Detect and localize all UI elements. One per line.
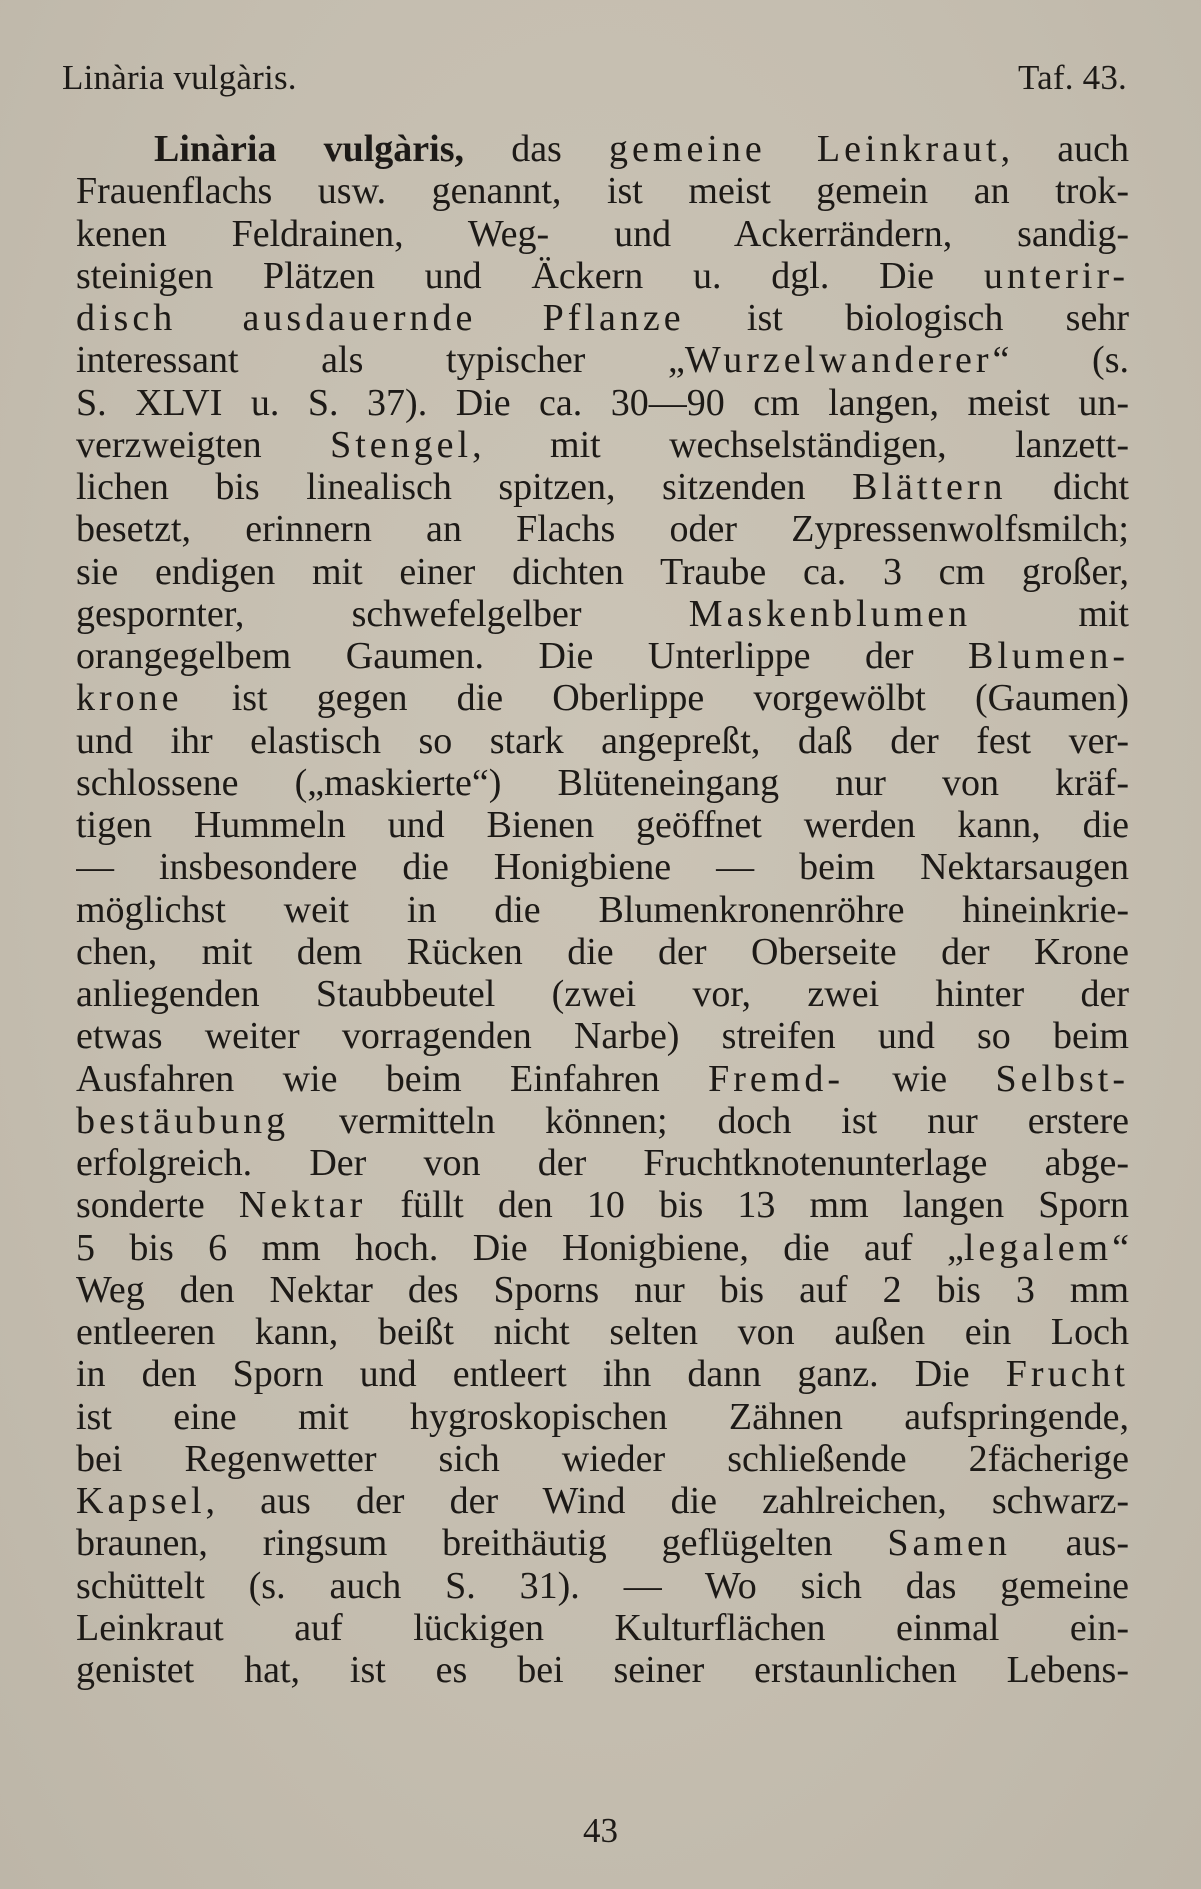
text-line: möglichst weit in die Blumenkronenröhre hineinkrie-	[76, 888, 1129, 931]
body-text	[76, 128, 1129, 1691]
text-line: 5 bis 6 mm hoch. Die Honigbiene, die auf „legalem“	[76, 1226, 1129, 1269]
text-line: kenen Feldrainen, Weg- und Ackerrändern, sandig-	[76, 212, 1129, 255]
text-line: Ausfahren wie beim Einfahren Fremd- wie Selbst-	[76, 1057, 1129, 1100]
text-line: S. XLVI u. S. 37). Die ca. 30—90 cm langen, meist un-	[76, 381, 1129, 424]
running-head-title: Linària vulgàris.	[62, 58, 297, 97]
text-line: schüttelt (s. auch S. 31). — Wo sich das gemeine	[76, 1564, 1129, 1607]
text-line: Weg den Nektar des Sporns nur bis auf 2 bis 3 mm	[76, 1268, 1129, 1311]
text-line: steinigen Plätzen und Äckern u. dgl. Die unterir-	[76, 254, 1129, 297]
text-line: entleeren kann, beißt nicht selten von außen ein Loch	[76, 1311, 1129, 1353]
text-line: — insbesondere die Honigbiene — beim Nektarsaugen	[76, 846, 1129, 889]
text-line: Frauenflachs usw. genannt, ist meist gemein an trok-	[76, 170, 1129, 213]
text-line: anliegenden Staubbeutel (zwei vor, zwei hinter der	[76, 973, 1129, 1015]
page-number: 43	[583, 1811, 618, 1850]
text-line: schlossene („maskierte“) Blüteneingang nur von kräf-	[76, 761, 1129, 804]
plate-reference: Taf. 43.	[1018, 58, 1127, 97]
text-line: Leinkraut auf lückigen Kulturflächen einmal ein-	[76, 1606, 1129, 1649]
text-line: disch ausdauernde Pflanze ist biologisch sehr	[76, 297, 1129, 339]
text-line: besetzt, erinnern an Flachs oder Zypressenwolfsmilch;	[76, 508, 1129, 551]
text-line: orangegelbem Gaumen. Die Unterlippe der Blumen-	[76, 635, 1129, 677]
text-line: Kapsel, aus der der Wind die zahlreichen, schwarz-	[76, 1480, 1129, 1522]
text-line: erfolgreich. Der von der Fruchtknotenunterlage abge-	[76, 1142, 1129, 1184]
text-line: chen, mit dem Rücken die der Oberseite der Krone	[76, 930, 1129, 973]
text-line: verzweigten Stengel, mit wechselständigen, lanzett-	[76, 423, 1129, 466]
text-line: ist eine mit hygroskopischen Zähnen aufspringende,	[76, 1395, 1129, 1438]
text-line: tigen Hummeln und Bienen geöffnet werden kann, die	[76, 804, 1129, 846]
species-name: Linària vulgàris,	[154, 128, 465, 170]
text-line: krone ist gegen die Oberlippe vorgewölbt (Gaumen)	[76, 677, 1129, 720]
running-head	[62, 58, 1127, 102]
text-line: und ihr elastisch so stark angepreßt, daß der fest ver-	[76, 719, 1129, 762]
text-line: lichen bis linealisch spitzen, sitzenden Blättern dicht	[76, 466, 1129, 508]
text-line: in den Sporn und entleert ihn dann ganz. Die Frucht	[76, 1353, 1129, 1396]
text-line: sonderte Nektar füllt den 10 bis 13 mm langen Sporn	[76, 1184, 1129, 1227]
text-line: etwas weiter vorragenden Narbe) streifen und so beim	[76, 1015, 1129, 1058]
text-line: gespornter, schwefelgelber Maskenblumen mit	[76, 592, 1129, 635]
text-line: bei Regenwetter sich wieder schließende 2fächerige	[76, 1437, 1129, 1480]
text-line: genistet hat, ist es bei seiner erstaunlichen Lebens-	[76, 1649, 1129, 1691]
text-line: braunen, ringsum breithäutig geflügelten Samen aus-	[76, 1522, 1129, 1565]
text-line: Linària vulgàris, das gemeine Leinkraut, auch	[154, 128, 1129, 170]
text-line: sie endigen mit einer dichten Traube ca. 3 cm großer,	[76, 550, 1129, 593]
common-name: gemeine Leinkraut	[609, 128, 1001, 170]
text-line: bestäubung vermitteln können; doch ist nur erstere	[76, 1099, 1129, 1142]
text-line: interessant als typischer „Wurzelwanderer“ (s.	[76, 339, 1129, 382]
